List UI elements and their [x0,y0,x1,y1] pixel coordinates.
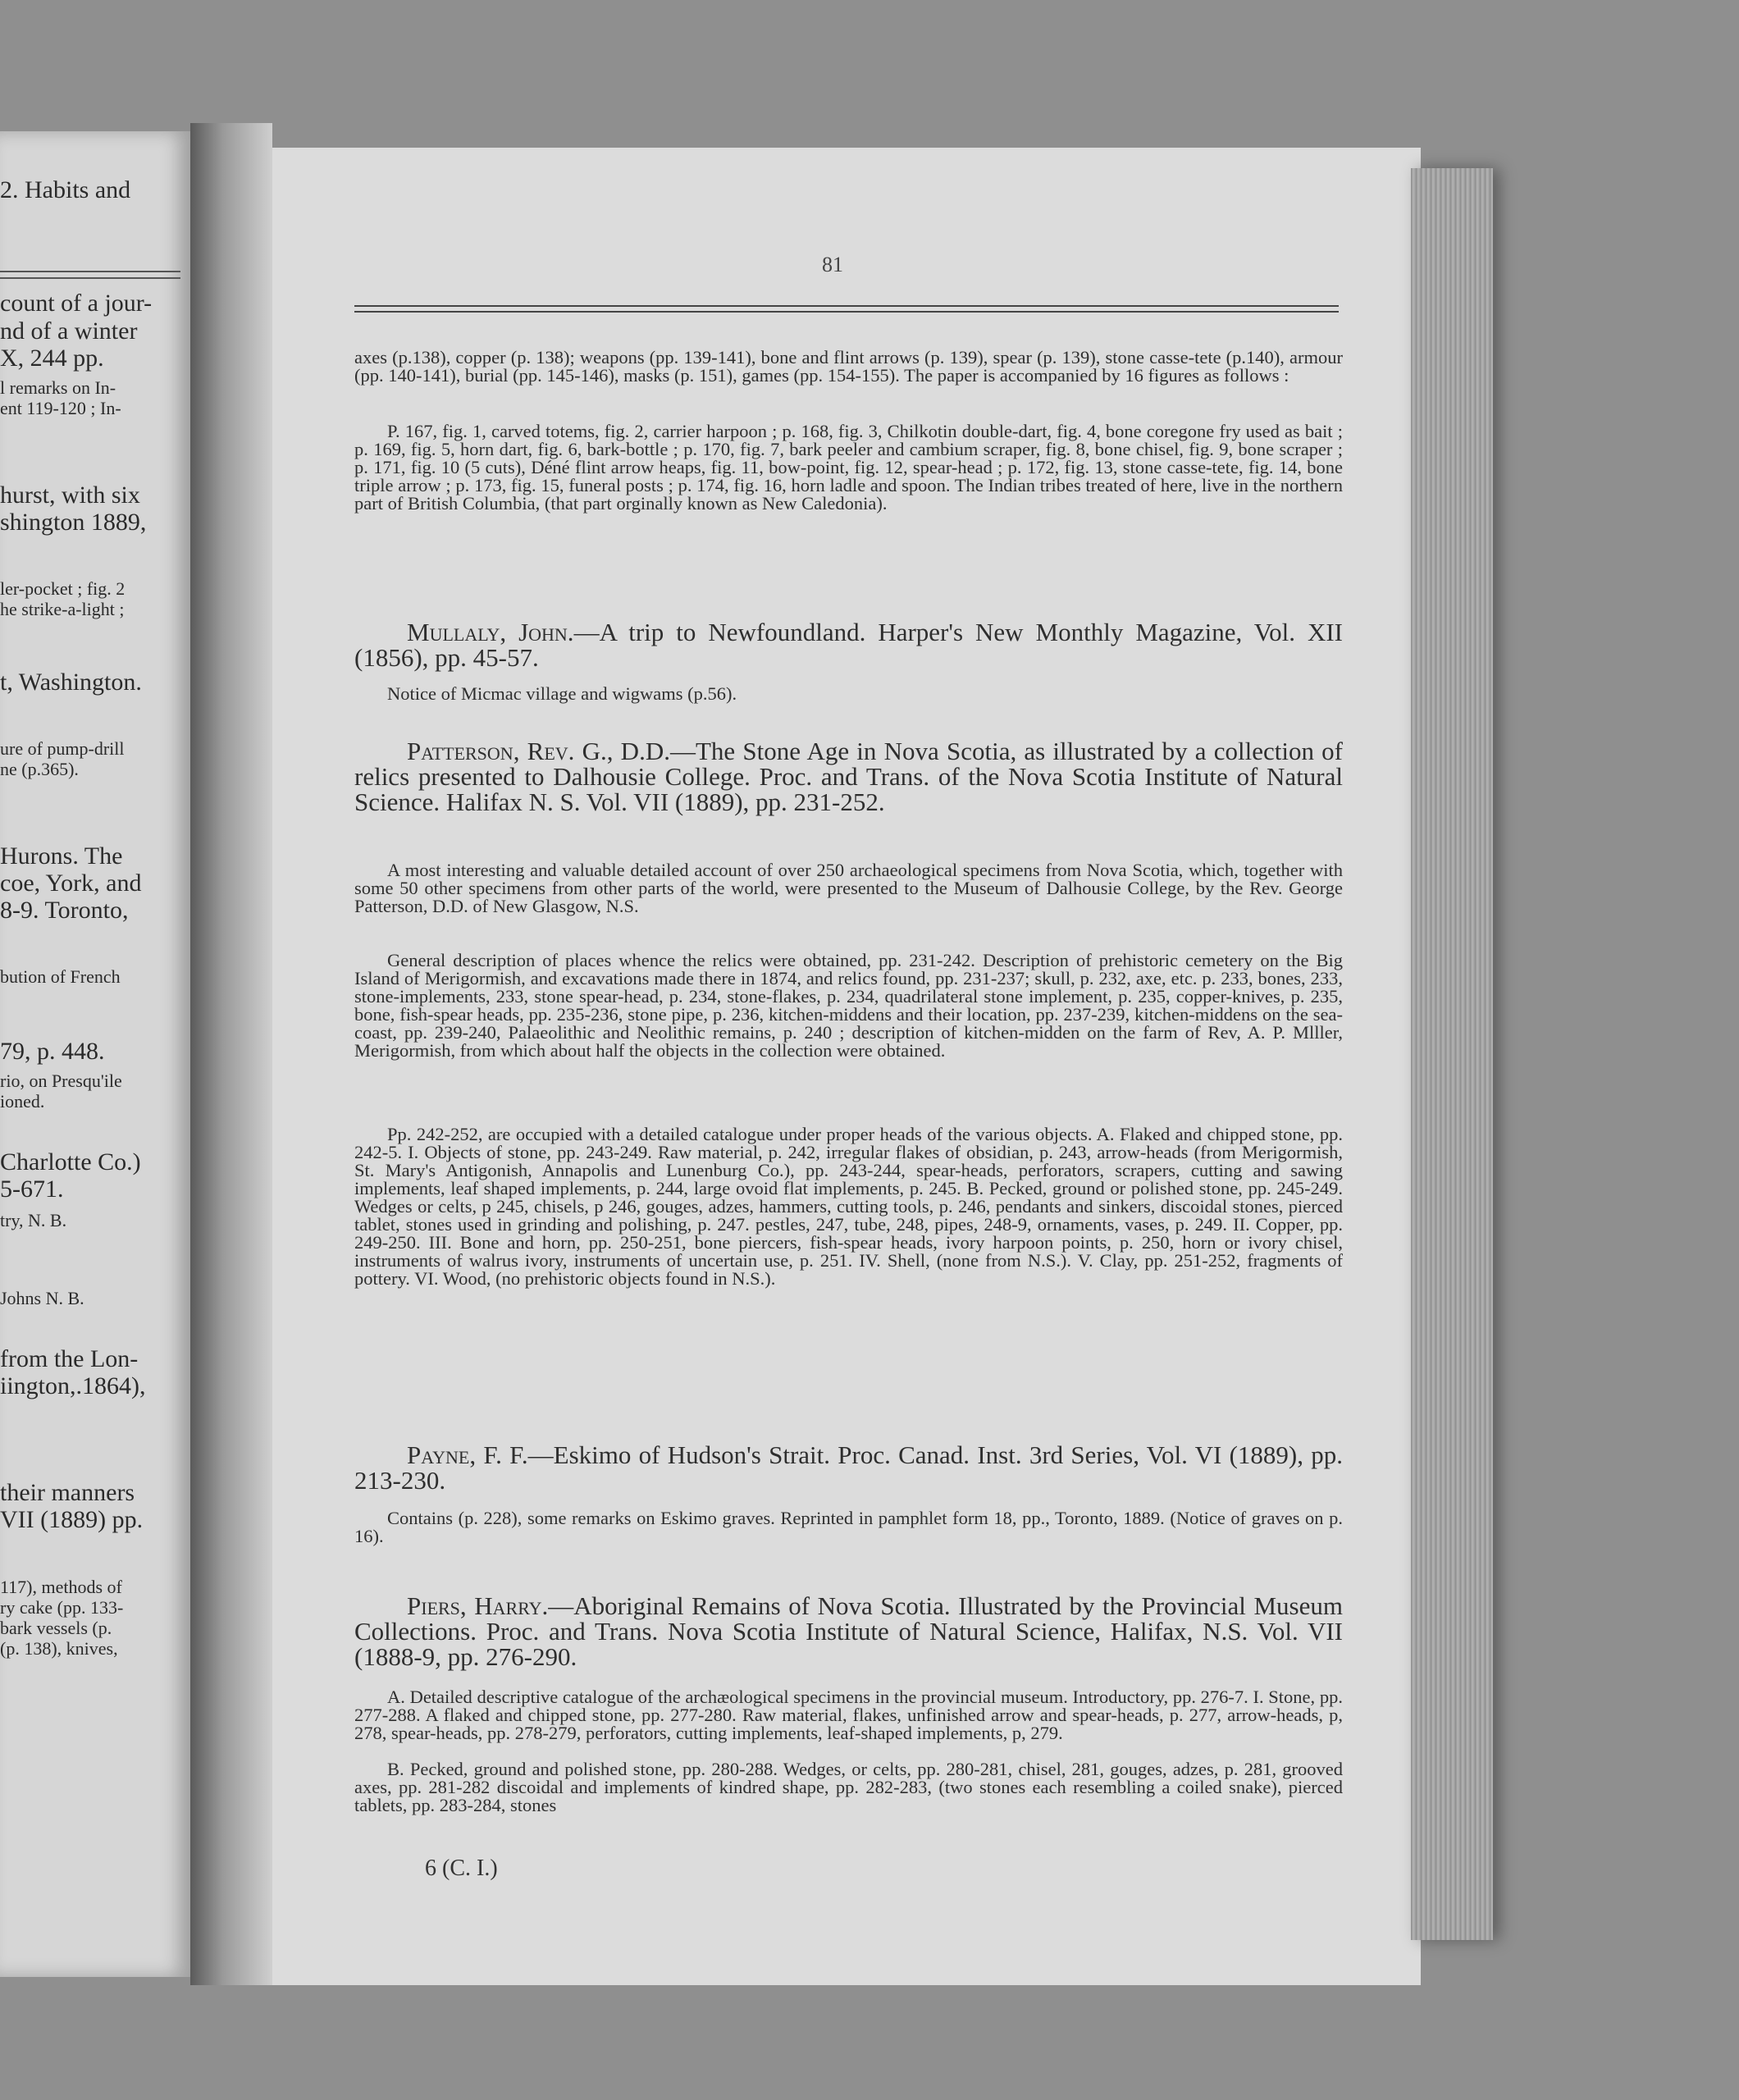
left-page-line: nd of a winter [0,317,138,345]
left-page-line: Hurons. The [0,842,123,870]
left-page-line: 2. Habits and [0,176,131,203]
book-gutter [190,123,272,1985]
left-page-rule [0,271,180,272]
entry-heading-piers [354,1593,1343,1669]
author-name: Patterson, Rev. G., D.D. [407,737,670,765]
author-name: Piers, Harry. [407,1591,549,1620]
entry-heading-payne [354,1442,1343,1493]
left-page-line: count of a jour- [0,290,153,317]
left-page-line: rio, on Presqu'ile [0,1071,122,1091]
left-page-line: 79, p. 448. [0,1038,105,1065]
previous-page-fragment [0,131,190,1977]
left-page-line: ioned. [0,1091,45,1112]
left-page-line: shington 1889, [0,509,147,536]
header-rule [354,311,1339,313]
left-page-line: ler-pocket ; fig. 2 [0,578,126,599]
left-page-line: ent 119-120 ; In- [0,398,121,418]
left-page-line: t, Washington. [0,669,142,696]
entry-heading-mullaly [354,619,1343,670]
left-page-line: he strike-a-light ; [0,599,125,619]
entry-title: —Aboriginal Remains of Nova Scotia. Illustrated by the Provincial Museum Collections. Proc. and Trans. Nova Scotia Institute of Natural Science, Halifax, N.S. Vol. VII (1888-9, pp. 276-290. [354,1591,1343,1671]
left-page-line: 117), methods of [0,1577,122,1597]
left-page-line: coe, York, and [0,870,142,897]
left-page-line: ure of pump-drill [0,738,125,759]
entry-note-patterson-1: A most interesting and valuable detailed account of over 250 archaeological specimens from Nova Scotia, which, together with some 50 other specimens from other parts of the world, were presented to the Museum of Dalhousie College, by the Rev. George Patterson, D.D. of New Glasgow, N.S. [354,860,1343,916]
entry-note-mullaly: Notice of Micmac village and wigwams (p.56). [387,683,737,704]
left-page-rule [0,277,180,279]
header-rule [354,305,1339,307]
left-page-line: from the Lon- [0,1345,139,1372]
entry-note-piers-2: B. Pecked, ground and polished stone, pp. 280-288. Wedges, or celts, pp. 280-281, chisel, 281, gouges, adzes, p. 281, grooved axes, pp. 281-282 discoidal and implements of kindred shape, pp. 282-283, (two stones each resembling a coiled snake), pierced tablets, pp. 283-284, stones [354,1759,1343,1815]
left-page-line: bution of French [0,966,121,987]
left-page-line: l remarks on In- [0,377,116,398]
left-page-line: 8-9. Toronto, [0,897,129,924]
entry-title: —Eskimo of Hudson's Strait. Proc. Canad. Inst. 3rd Series, Vol. VI (1889), pp. 213-230. [354,1440,1344,1495]
author-name: Payne, F. F. [407,1440,528,1469]
left-page-line: their manners [0,1479,135,1506]
left-page-line: Johns N. B. [0,1288,84,1308]
signature-mark: 6 (C. I.) [425,1856,498,1881]
left-page-line: X, 244 pp. [0,345,104,372]
entry-heading-patterson [354,738,1343,815]
entry-note-patterson-2: General description of places whence the relics were obtained, pp. 231-242. Description of prehistoric cemetery on the Big Island of Merigormish, and excavations made there in 1874, and relics found, pp. 231-237; skull, p. 232, axe, etc. p. 233, bones, 233, stone-implements, 233, stone spear-head, p. 234, stone-flakes, p. 234, quadrilateral stone implement, p. 235, copper-knives, p. 235, bone, fish-spear heads, pp. 235-236, stone pipe, p. 236, kitchen-middens and their location, pp. 237-239, kitchen-middens on the sea-coast, pp. 239-240, Palaeolithic and Neolithic remains, p. 240 ; description of kitchen-midden on the farm of Rev, A. P. Mlller, Merigormish, from which about half the objects in the collection were obtained. [354,950,1343,1061]
entry-note-piers-1: A. Detailed descriptive catalogue of the archæological specimens in the provincial museum. Introductory, pp. 276-7. I. Stone, pp. 277-288. A flaked and chipped stone, pp. 277-280. Raw material, flakes, unfinished arrow and spear-heads, p. 277, arrow-heads, p, 278, spear-heads, pp. 278-279, perforators, cutting implements, leaf-shaped implements, p, 279. [354,1687,1343,1743]
left-page-line: try, N. B. [0,1210,67,1230]
entry-title: —The Stone Age in Nova Scotia, as illustrated by a collection of relics presented to Dalhousie College. Proc. and Trans. of the Nova Scotia Institute of Natural Science. Halifax N. S. Vol. VII (1889), pp. 231-252. [354,737,1344,816]
book-fore-edge [1411,168,1493,1940]
page-number: 81 [822,253,843,276]
left-page-line: iington,.1864), [0,1372,146,1399]
left-page-line: ry cake (pp. 133- [0,1597,124,1618]
left-page-line: (p. 138), knives, [0,1638,118,1659]
entry-continued-paragraph-2: P. 167, fig. 1, carved totems, fig. 2, carrier harpoon ; p. 168, fig. 3, Chilkotin double-dart, fig. 4, bone coregone fry used as bait ; p. 169, fig. 5, horn dart, fig. 6, bark-bottle ; p. 170, fig. 7, bark peeler and cambium scraper, fig. 8, bone chisel, fig. 9, bone scraper ; p. 171, fig. 10 (5 cuts), Déné flint arrow heaps, fig. 11, bow-point, fig. 12, spear-head ; p. 172, fig. 13, stone casse-tete, fig. 14, bone triple arrow ; p. 173, fig. 15, funeral posts ; p. 174, fig. 16, horn ladle and spoon. The Indian tribes treated of here, live in the northern part of British Columbia, (that part orginally known as New Caledonia). [354,421,1343,514]
author-name: Mullaly, John. [407,618,574,646]
entry-continued-paragraph-1: axes (p.138), copper (p. 138); weapons (pp. 139-141), bone and flint arrows (p. 139), spear (p. 139), stone casse-tete (p.140), armour (pp. 140-141), burial (pp. 145-146), masks (p. 151), games (pp. 154-155). The paper is accompanied by 16 figures as follows : [354,347,1343,386]
entry-note-payne: Contains (p. 228), some remarks on Eskimo graves. Reprinted in pamphlet form 18, pp., Toronto, 1889. (Notice of graves on p. 16). [354,1508,1343,1546]
left-page-line: hurst, with six [0,482,140,509]
document-page [272,148,1421,1985]
left-page-line: bark vessels (p. [0,1618,112,1638]
left-page-line: Charlotte Co.) [0,1148,141,1176]
left-page-line: ne (p.365). [0,759,79,779]
entry-title: —A trip to Newfoundland. Harper's New Monthly Magazine, Vol. XII (1856), pp. 45-57. [354,618,1343,672]
left-page-line: 5-671. [0,1176,64,1203]
entry-note-patterson-3: Pp. 242-252, are occupied with a detailed catalogue under proper heads of the various objects. A. Flaked and chipped stone, pp. 242-5. I. Objects of stone, pp. 243-249. Raw material, p. 242, irregular flakes of obsidian, p. 243, arrow-heads (from Merigormish, St. Mary's Antigonish, Annapolis and Lunenburg Co.), pp. 243-244, spear-heads, perforators, scrapers, cutting and sawing implements, leaf shaped implements, p. 244, large ovoid flat implements, p. 245. B. Pecked, ground or polished stone, pp. 245-249. Wedges or celts, p 245, chisels, p 246, gouges, adzes, hammers, cutting tools, p. 246, pendants and sinkers, discoidal stones, pierced tablet, stones used in grinding and polishing, p. 247. pestles, 247, tube, 248, pipes, 248-9, ornaments, vases, p. 249. II. Copper, pp. 249-250. III. Bone and horn, pp. 250-251, bone piercers, fish-spear heads, ivory harpoon points, p. 250, horn or ivory chisel, instruments of walrus ivory, instruments of uncertain use, p. 251. IV. Shell, (none from N.S.). V. Clay, pp. 251-252, fragments of pottery. VI. Wood, (no prehistoric objects found in N.S.). [354,1124,1343,1289]
left-page-line: VII (1889) pp. [0,1506,144,1533]
